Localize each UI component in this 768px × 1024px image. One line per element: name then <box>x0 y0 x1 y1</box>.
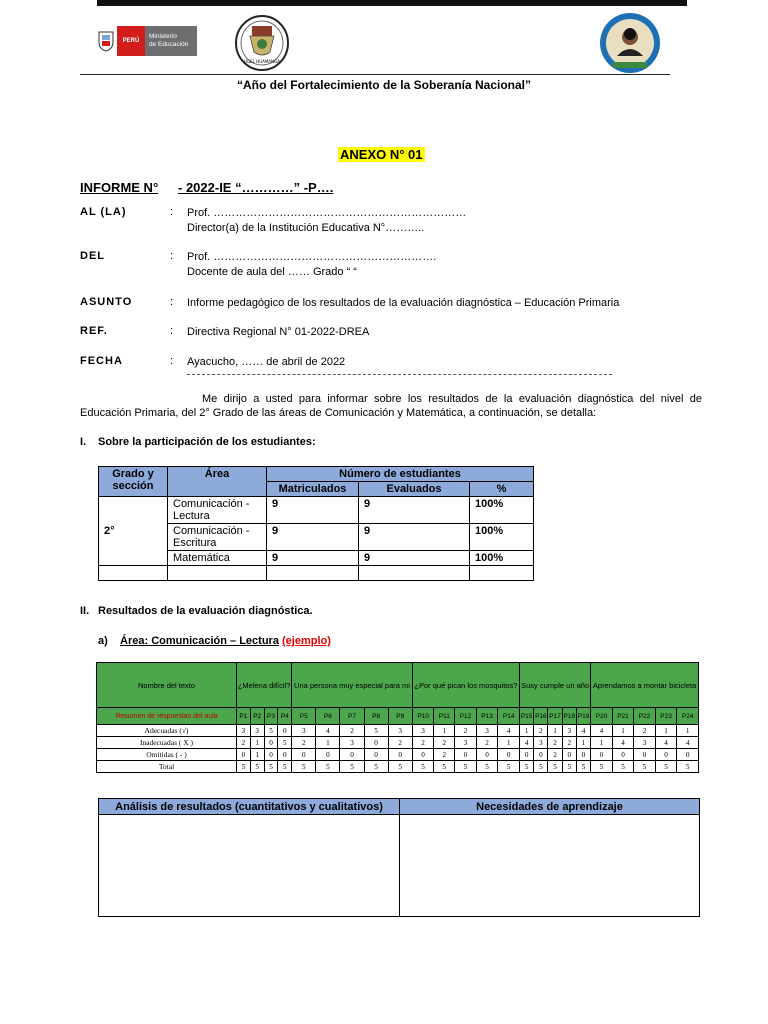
result-cell: 1 <box>520 725 534 737</box>
result-cell: 5 <box>250 761 264 773</box>
cell-grado: 2° <box>99 497 168 566</box>
result-cell: 4 <box>520 737 534 749</box>
cell-matriculados: 9 <box>267 497 359 524</box>
participation-table <box>98 466 534 581</box>
result-cell: 2 <box>237 737 251 749</box>
field-line: Prof. ……………………………………………………. <box>187 251 437 263</box>
informe-label: INFORME N° <box>80 180 159 195</box>
question-header: P12 <box>455 708 477 725</box>
cell-pct: 100% <box>470 497 534 524</box>
result-cell: 5 <box>264 761 278 773</box>
result-cell: 4 <box>591 725 613 737</box>
question-header: P4 <box>278 708 292 725</box>
result-cell: 0 <box>534 749 548 761</box>
intro-paragraph: Me dirijo a usted para informar sobre los resultados de la evaluación diagnóstica del nivel de Educación Primaria, del 2° Grado de las áreas de Comunicación y Matemática, a continuación, se detalla: <box>80 393 702 419</box>
needs-cell[interactable] <box>400 815 700 917</box>
result-cell: 0 <box>264 737 278 749</box>
field-value: Ayacucho, …… de abril de 2022 <box>187 356 346 368</box>
section-title: Sobre la participación de los estudiantes: <box>98 436 316 448</box>
th-analisis: Análisis de resultados (cuantitativos y cualitativos) <box>99 799 400 815</box>
section-number: II. <box>80 605 90 617</box>
question-header: P1 <box>237 708 251 725</box>
result-cell: 5 <box>455 761 477 773</box>
th-texto: Nombre del texto <box>97 663 237 708</box>
result-cell: 3 <box>412 725 434 737</box>
result-cell: 1 <box>250 737 264 749</box>
minedu-logo <box>95 26 197 56</box>
result-cell: 1 <box>250 749 264 761</box>
field-key: DEL <box>80 250 105 262</box>
subsection-a-heading <box>98 635 331 647</box>
cell-area: Matemática <box>168 551 267 566</box>
question-header: P9 <box>388 708 412 725</box>
th-text-5: Aprendamos a montar bicicleta <box>591 663 699 708</box>
row-label: Adecuadas (√) <box>97 725 237 737</box>
th-text-2: Una persona muy especial para mi <box>292 663 413 708</box>
svg-text:UGEL HUAMANGA: UGEL HUAMANGA <box>244 59 280 64</box>
question-header: P15 <box>520 708 534 725</box>
resumen-label: Resumen de respuestas del aula <box>97 708 237 725</box>
field-line: Prof. …………………………………………………………… <box>187 207 467 219</box>
top-bar <box>97 0 687 6</box>
th-area: Área <box>168 467 267 497</box>
result-cell: 0 <box>412 749 434 761</box>
signature-dash-line <box>187 374 612 375</box>
result-cell: 5 <box>278 761 292 773</box>
result-cell: 5 <box>292 761 316 773</box>
school-seal-icon <box>599 12 661 74</box>
result-cell: 5 <box>548 761 562 773</box>
minedu-line2: de Educación <box>149 41 189 48</box>
cell-empty <box>359 566 470 581</box>
row-label: Total <box>97 761 237 773</box>
result-cell: 5 <box>576 761 590 773</box>
result-cell: 5 <box>498 761 520 773</box>
table-row-empty <box>99 566 534 581</box>
minedu-peru-label: PERÚ <box>117 26 145 56</box>
question-header: P7 <box>340 708 364 725</box>
result-cell: 0 <box>292 749 316 761</box>
cell-area: Comunicación - Lectura <box>168 497 267 524</box>
th-text-3: ¿Por qué pican los mosquitos? <box>412 663 519 708</box>
result-cell: 5 <box>412 761 434 773</box>
result-cell: 5 <box>534 761 548 773</box>
field-key: FECHA <box>80 355 123 367</box>
row-label: Inadecuadas ( X ) <box>97 737 237 749</box>
result-cell: 3 <box>237 725 251 737</box>
result-cell: 4 <box>612 737 634 749</box>
result-cell: 5 <box>364 761 388 773</box>
result-cell: 3 <box>562 725 576 737</box>
result-cell: 2 <box>548 737 562 749</box>
result-cell: 3 <box>292 725 316 737</box>
result-cell: 2 <box>388 737 412 749</box>
section-2-heading <box>80 605 313 617</box>
minedu-line1: Ministerio <box>149 33 177 40</box>
section-title: Resultados de la evaluación diagnóstica. <box>98 605 313 617</box>
cell-evaluados: 9 <box>359 524 470 551</box>
result-cell: 5 <box>237 761 251 773</box>
th-text-1: ¿Melena difícil? <box>237 663 292 708</box>
subsection-prefix: a) <box>98 635 108 647</box>
result-cell: 0 <box>278 749 292 761</box>
question-header: P8 <box>364 708 388 725</box>
result-cell: 1 <box>498 737 520 749</box>
minedu-name <box>145 26 197 56</box>
analysis-cell[interactable] <box>99 815 400 917</box>
result-cell: 5 <box>655 761 677 773</box>
result-cell: 5 <box>612 761 634 773</box>
result-cell: 2 <box>292 737 316 749</box>
section-number: I. <box>80 436 87 448</box>
result-cell: 2 <box>476 737 498 749</box>
result-cell: 5 <box>634 761 656 773</box>
result-cell: 1 <box>434 725 455 737</box>
subsection-example: (ejemplo) <box>282 635 331 647</box>
result-cell: 0 <box>278 725 292 737</box>
cell-pct: 100% <box>470 551 534 566</box>
result-cell: 5 <box>264 725 278 737</box>
question-header: P22 <box>634 708 656 725</box>
year-title: “Año del Fortalecimiento de la Soberanía Nacional” <box>236 78 532 92</box>
informe-number: - 2022-IE “…………” -P…. <box>178 180 334 195</box>
result-cell: 2 <box>634 725 656 737</box>
result-cell: 1 <box>677 725 699 737</box>
table-row <box>99 497 534 524</box>
question-header: P11 <box>434 708 455 725</box>
result-cell: 2 <box>455 725 477 737</box>
result-cell: 0 <box>388 749 412 761</box>
result-cell: 4 <box>677 737 699 749</box>
result-cell: 3 <box>634 737 656 749</box>
row-label: Omitidas ( - ) <box>97 749 237 761</box>
field-key: AL (LA) <box>80 206 127 218</box>
result-cell: 3 <box>250 725 264 737</box>
result-cell: 4 <box>655 737 677 749</box>
question-header: P24 <box>677 708 699 725</box>
cell-area: Comunicación - Escritura <box>168 524 267 551</box>
result-cell: 2 <box>434 737 455 749</box>
result-cell: 1 <box>548 725 562 737</box>
peru-shield-icon <box>95 26 117 56</box>
question-header: P10 <box>412 708 434 725</box>
table-row <box>97 725 699 737</box>
result-cell: 3 <box>534 737 548 749</box>
result-cell: 0 <box>237 749 251 761</box>
result-cell: 1 <box>612 725 634 737</box>
question-header: P18 <box>562 708 576 725</box>
result-cell: 3 <box>455 737 477 749</box>
th-text-4: Susy cumple un año <box>520 663 591 708</box>
cell-empty <box>470 566 534 581</box>
field-colon: : <box>170 325 174 337</box>
subsection-title: Área: Comunicación – Lectura <box>120 635 279 647</box>
field-colon: : <box>170 250 174 262</box>
result-cell: 0 <box>364 749 388 761</box>
field-key: ASUNTO <box>80 296 133 308</box>
th-grado: Grado y sección <box>99 467 168 497</box>
result-cell: 3 <box>340 737 364 749</box>
question-header: P16 <box>534 708 548 725</box>
th-evaluados: Evaluados <box>359 482 470 497</box>
result-cell: 5 <box>364 725 388 737</box>
cell-empty <box>267 566 359 581</box>
question-header: P14 <box>498 708 520 725</box>
th-necesidades: Necesidades de aprendizaje <box>400 799 700 815</box>
question-header: P5 <box>292 708 316 725</box>
question-header: P2 <box>250 708 264 725</box>
table-row <box>97 737 699 749</box>
result-cell: 1 <box>591 737 613 749</box>
result-cell: 5 <box>591 761 613 773</box>
result-cell: 0 <box>520 749 534 761</box>
cell-matriculados: 9 <box>267 551 359 566</box>
question-header: P20 <box>591 708 613 725</box>
result-cell: 0 <box>576 749 590 761</box>
result-cell: 5 <box>520 761 534 773</box>
field-value: Directiva Regional N° 01-2022-DREA <box>187 326 370 338</box>
field-line: Director(a) de la Institución Educativa N°……….. <box>187 222 425 234</box>
analysis-table <box>98 798 700 917</box>
question-header: P23 <box>655 708 677 725</box>
result-cell: 5 <box>476 761 498 773</box>
question-header: P17 <box>548 708 562 725</box>
field-value <box>187 206 466 236</box>
field-colon: : <box>170 355 174 367</box>
result-cell: 5 <box>340 761 364 773</box>
result-cell: 3 <box>388 725 412 737</box>
cell-empty <box>168 566 267 581</box>
result-cell: 5 <box>388 761 412 773</box>
result-cell: 0 <box>476 749 498 761</box>
result-cell: 0 <box>316 749 340 761</box>
result-cell: 0 <box>655 749 677 761</box>
result-cell: 2 <box>548 749 562 761</box>
cell-empty <box>99 566 168 581</box>
result-cell: 5 <box>677 761 699 773</box>
table-row <box>97 761 699 773</box>
question-header: P21 <box>612 708 634 725</box>
result-cell: 0 <box>340 749 364 761</box>
ugel-seal-icon <box>234 14 290 72</box>
result-cell: 2 <box>434 749 455 761</box>
result-cell: 1 <box>316 737 340 749</box>
th-numero: Número de estudiantes <box>267 467 534 482</box>
result-cell: 0 <box>264 749 278 761</box>
cell-evaluados: 9 <box>359 497 470 524</box>
result-cell: 0 <box>562 749 576 761</box>
result-cell: 5 <box>278 737 292 749</box>
question-header: P13 <box>476 708 498 725</box>
result-cell: 5 <box>562 761 576 773</box>
field-colon: : <box>170 206 174 218</box>
field-value: Informe pedagógico de los resultados de la evaluación diagnóstica – Educación Primaria <box>187 297 620 309</box>
th-pct: % <box>470 482 534 497</box>
result-cell: 2 <box>340 725 364 737</box>
informe-heading <box>80 180 334 195</box>
result-cell: 5 <box>434 761 455 773</box>
th-matriculados: Matriculados <box>267 482 359 497</box>
result-cell: 2 <box>562 737 576 749</box>
result-cell: 0 <box>498 749 520 761</box>
question-header: P6 <box>316 708 340 725</box>
result-cell: 1 <box>576 737 590 749</box>
result-cell: 2 <box>534 725 548 737</box>
result-cell: 2 <box>412 737 434 749</box>
result-cell: 5 <box>316 761 340 773</box>
result-cell: 0 <box>455 749 477 761</box>
results-table <box>96 662 699 773</box>
result-cell: 0 <box>612 749 634 761</box>
field-line: Docente de aula del …… Grado “ “ <box>187 266 357 278</box>
section-1-heading <box>80 436 316 448</box>
result-cell: 0 <box>634 749 656 761</box>
cell-evaluados: 9 <box>359 551 470 566</box>
result-cell: 3 <box>476 725 498 737</box>
result-cell: 1 <box>655 725 677 737</box>
result-cell: 4 <box>316 725 340 737</box>
field-colon: : <box>170 296 174 308</box>
table-row <box>97 749 699 761</box>
question-header: P3 <box>264 708 278 725</box>
cell-matriculados: 9 <box>267 524 359 551</box>
annex-title: ANEXO N° 01 <box>340 147 423 162</box>
field-key: REF. <box>80 325 108 337</box>
question-header: P19 <box>576 708 590 725</box>
result-cell: 4 <box>576 725 590 737</box>
result-cell: 4 <box>498 725 520 737</box>
header-separator <box>80 74 670 75</box>
result-cell: 0 <box>591 749 613 761</box>
cell-pct: 100% <box>470 524 534 551</box>
result-cell: 0 <box>677 749 699 761</box>
field-value <box>187 250 436 280</box>
result-cell: 0 <box>364 737 388 749</box>
